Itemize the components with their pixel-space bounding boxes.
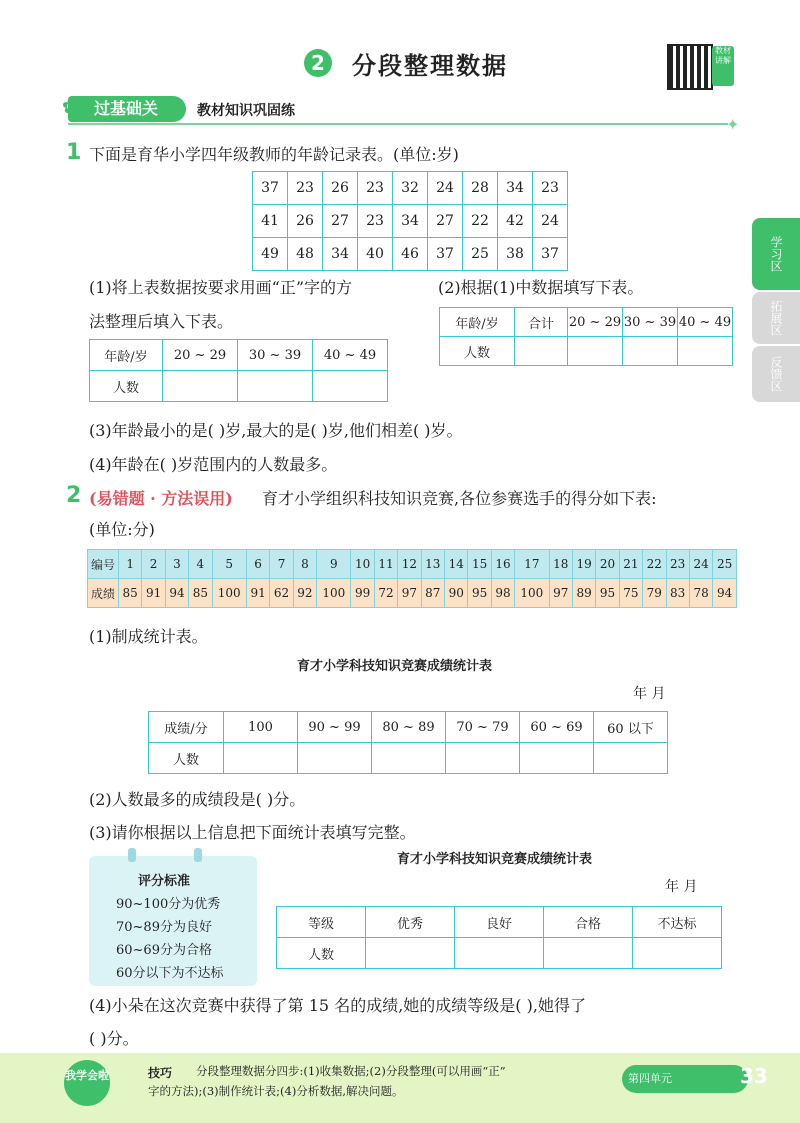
grade-table-title: 育才小学科技知识竞赛成绩统计表 xyxy=(397,852,593,867)
table-header: 合格 xyxy=(544,907,633,938)
score-cell: 78 xyxy=(689,579,712,608)
score-cell: 98 xyxy=(491,579,514,608)
table-header: 合计 xyxy=(515,308,568,337)
q2-part1: (1)制成统计表。 xyxy=(89,627,208,646)
table-header: 90 ~ 99 xyxy=(298,712,372,743)
id-cell: 8 xyxy=(293,550,316,579)
qr-tag: 教材讲解 xyxy=(712,46,734,86)
table-row xyxy=(253,238,568,271)
table-row xyxy=(253,172,568,205)
table-header: 等级 xyxy=(277,907,366,938)
id-cell: 11 xyxy=(374,550,397,579)
age-cell: 48 xyxy=(288,238,323,271)
question-2-unit: (单位:分) xyxy=(89,520,155,539)
question-2-number: 2 xyxy=(66,483,82,508)
age-cell: 27 xyxy=(323,205,358,238)
table-header: 良好 xyxy=(455,907,544,938)
tab-feedback[interactable]: 反馈区 xyxy=(752,346,800,402)
score-header: 成绩 xyxy=(88,579,119,608)
answer-cell[interactable] xyxy=(366,938,455,969)
id-cell: 3 xyxy=(165,550,188,579)
score-cell: 95 xyxy=(468,579,491,608)
id-cell: 18 xyxy=(549,550,572,579)
score-cell: 85 xyxy=(119,579,142,608)
id-cell: 1 xyxy=(119,550,142,579)
answer-cell[interactable] xyxy=(372,743,446,774)
table-row-label: 人数 xyxy=(90,371,163,402)
section-divider xyxy=(68,123,728,125)
age-cell: 27 xyxy=(428,205,463,238)
table-header: 成绩/分 xyxy=(149,712,224,743)
answer-cell[interactable] xyxy=(238,371,313,402)
tab-extend[interactable]: 拓展区 xyxy=(752,292,800,344)
table-row xyxy=(253,205,568,238)
q1-part2: (2)根据(1)中数据填写下表。 xyxy=(438,278,644,297)
answer-cell[interactable] xyxy=(678,337,733,366)
card-lines xyxy=(116,893,224,985)
q2-part3: (3)请你根据以上信息把下面统计表填写完整。 xyxy=(89,823,416,842)
answer-cell[interactable] xyxy=(568,337,623,366)
card-line: 60分以下为不达标 xyxy=(116,966,224,981)
table-header: 不达标 xyxy=(633,907,722,938)
score-cell: 85 xyxy=(189,579,212,608)
grade-table-date: 年 月 xyxy=(665,879,698,895)
answer-cell[interactable] xyxy=(544,938,633,969)
count-table xyxy=(439,307,733,366)
q1-part1-line2: 法整理后填入下表。 xyxy=(89,312,234,331)
answer-cell[interactable] xyxy=(515,337,568,366)
age-cell: 26 xyxy=(288,205,323,238)
id-cell: 2 xyxy=(142,550,165,579)
tip-label: 技巧 xyxy=(148,1066,173,1080)
score-cell: 72 xyxy=(374,579,397,608)
table-header: 40 ~ 49 xyxy=(678,308,733,337)
id-cell: 16 xyxy=(491,550,514,579)
answer-cell[interactable] xyxy=(298,743,372,774)
q1-part3: (3)年龄最小的是( )岁,最大的是( )岁,他们相差( )岁。 xyxy=(89,421,463,440)
tip-line1: 分段整理数据分四步:(1)收集数据;(2)分段整理(可以用画“正” xyxy=(196,1064,506,1078)
score-cell: 62 xyxy=(270,579,293,608)
score-table xyxy=(87,549,737,608)
footer-logo: 我学会啦 xyxy=(64,1060,110,1106)
id-cell: 4 xyxy=(189,550,212,579)
age-cell: 28 xyxy=(463,172,498,205)
table-header: 优秀 xyxy=(366,907,455,938)
unit-label: 第四单元 xyxy=(622,1065,748,1093)
score-cell: 95 xyxy=(596,579,619,608)
score-cell: 75 xyxy=(619,579,642,608)
score-cell: 91 xyxy=(246,579,269,608)
score-cell: 89 xyxy=(572,579,595,608)
id-cell: 5 xyxy=(212,550,246,579)
age-cell: 34 xyxy=(323,238,358,271)
id-cell: 17 xyxy=(515,550,549,579)
id-header: 编号 xyxy=(88,550,119,579)
clip-icon xyxy=(194,848,202,862)
section-subtitle: 教材知识巩固练 xyxy=(197,103,295,119)
table-header: 年龄/岁 xyxy=(90,340,163,371)
age-cell: 34 xyxy=(498,172,533,205)
answer-cell[interactable] xyxy=(455,938,544,969)
grade-stat-table xyxy=(276,906,722,969)
table-row-label: 人数 xyxy=(440,337,515,366)
id-cell: 7 xyxy=(270,550,293,579)
id-cell: 12 xyxy=(398,550,421,579)
id-cell: 9 xyxy=(317,550,351,579)
age-record-table xyxy=(252,171,568,271)
table-header: 80 ~ 89 xyxy=(372,712,446,743)
score-cell: 90 xyxy=(445,579,468,608)
tab-learn[interactable]: 学习区 xyxy=(752,218,800,290)
id-cell: 19 xyxy=(572,550,595,579)
age-cell: 41 xyxy=(253,205,288,238)
score-cell: 97 xyxy=(549,579,572,608)
id-cell: 22 xyxy=(643,550,666,579)
answer-cell[interactable] xyxy=(224,743,298,774)
age-cell: 46 xyxy=(393,238,428,271)
age-cell: 23 xyxy=(533,172,568,205)
question-1-number: 1 xyxy=(66,140,82,165)
table-header: 100 xyxy=(224,712,298,743)
age-cell: 34 xyxy=(393,205,428,238)
q2-part2: (2)人数最多的成绩段是( )分。 xyxy=(89,790,306,809)
score-cell: 94 xyxy=(165,579,188,608)
age-cell: 49 xyxy=(253,238,288,271)
score-stat-table xyxy=(148,711,668,774)
age-cell: 23 xyxy=(358,172,393,205)
score-cell: 99 xyxy=(351,579,374,608)
answer-cell[interactable] xyxy=(633,938,722,969)
q2-part4-line1: (4)小朵在这次竞赛中获得了第 15 名的成绩,她的成绩等级是( ),她得了 xyxy=(89,996,586,1015)
answer-cell[interactable] xyxy=(446,743,520,774)
score-cell: 94 xyxy=(713,579,737,608)
score-cell: 79 xyxy=(643,579,666,608)
table-header: 70 ~ 79 xyxy=(446,712,520,743)
score-cell: 100 xyxy=(212,579,246,608)
q1-part1-line1: (1)将上表数据按要求用画“正”字的方 xyxy=(89,278,353,297)
lesson-number-badge: 2 xyxy=(304,49,332,77)
id-cell: 23 xyxy=(666,550,689,579)
score-cell: 87 xyxy=(421,579,444,608)
table-header: 30 ~ 39 xyxy=(623,308,678,337)
age-cell: 37 xyxy=(428,238,463,271)
table-header: 年龄/岁 xyxy=(440,308,515,337)
section-banner: 过基础关 xyxy=(68,96,186,122)
card-line: 70~89分为良好 xyxy=(116,920,212,935)
page-number: 33 xyxy=(740,1064,768,1088)
score-cell: 100 xyxy=(515,579,549,608)
stat-table-date: 年 月 xyxy=(633,686,666,702)
card-line: 90~100分为优秀 xyxy=(116,897,221,912)
stat-table-title: 育才小学科技知识竞赛成绩统计表 xyxy=(297,659,493,674)
answer-cell[interactable] xyxy=(594,743,668,774)
answer-cell[interactable] xyxy=(163,371,238,402)
table-header: 60 ~ 69 xyxy=(520,712,594,743)
answer-cell[interactable] xyxy=(313,371,388,402)
card-line: 60~69分为合格 xyxy=(116,943,212,958)
table-row-label: 人数 xyxy=(149,743,224,774)
score-cell: 91 xyxy=(142,579,165,608)
answer-cell[interactable] xyxy=(520,743,594,774)
age-cell: 22 xyxy=(463,205,498,238)
age-cell: 40 xyxy=(358,238,393,271)
id-cell: 15 xyxy=(468,550,491,579)
id-cell: 20 xyxy=(596,550,619,579)
tally-table xyxy=(89,339,388,402)
age-cell: 23 xyxy=(288,172,323,205)
id-cell: 6 xyxy=(246,550,269,579)
id-cell: 21 xyxy=(619,550,642,579)
id-cell: 25 xyxy=(713,550,737,579)
score-cell: 83 xyxy=(666,579,689,608)
card-title: 评分标准 xyxy=(138,874,191,889)
id-cell: 13 xyxy=(421,550,444,579)
question-2-tag: (易错题 · 方法误用) xyxy=(89,489,233,508)
table-header: 20 ~ 29 xyxy=(163,340,238,371)
star-icon: ✦ xyxy=(726,115,740,134)
table-header: 60 以下 xyxy=(594,712,668,743)
table-header: 40 ~ 49 xyxy=(313,340,388,371)
age-cell: 37 xyxy=(533,238,568,271)
id-cell: 10 xyxy=(351,550,374,579)
age-cell: 25 xyxy=(463,238,498,271)
score-cell: 97 xyxy=(398,579,421,608)
age-cell: 24 xyxy=(428,172,463,205)
clip-icon xyxy=(128,848,136,862)
score-cell: 92 xyxy=(293,579,316,608)
table-row-label: 人数 xyxy=(277,938,366,969)
page-title: 分段整理数据 xyxy=(352,52,508,80)
age-cell: 42 xyxy=(498,205,533,238)
q2-part4-line2: ( )分。 xyxy=(89,1029,139,1048)
age-cell: 26 xyxy=(323,172,358,205)
age-cell: 38 xyxy=(498,238,533,271)
id-cell: 14 xyxy=(445,550,468,579)
tip-line2: 字的方法);(3)制作统计表;(4)分析数据,解决问题。 xyxy=(148,1084,404,1098)
answer-cell[interactable] xyxy=(623,337,678,366)
age-cell: 32 xyxy=(393,172,428,205)
age-cell: 23 xyxy=(358,205,393,238)
id-cell: 24 xyxy=(689,550,712,579)
age-cell: 37 xyxy=(253,172,288,205)
score-cell: 100 xyxy=(317,579,351,608)
age-cell: 24 xyxy=(533,205,568,238)
table-header: 30 ~ 39 xyxy=(238,340,313,371)
question-2-stem: 育才小学组织科技知识竞赛,各位参赛选手的得分如下表: xyxy=(262,489,657,508)
question-1-stem: 下面是育华小学四年级教师的年龄记录表。(单位:岁) xyxy=(89,145,459,164)
q1-part4: (4)年龄在( )岁范围内的人数最多。 xyxy=(89,455,338,474)
table-header: 20 ~ 29 xyxy=(568,308,623,337)
leaf-icon: ✿ xyxy=(62,94,79,118)
qr-code-icon[interactable] xyxy=(667,44,713,90)
